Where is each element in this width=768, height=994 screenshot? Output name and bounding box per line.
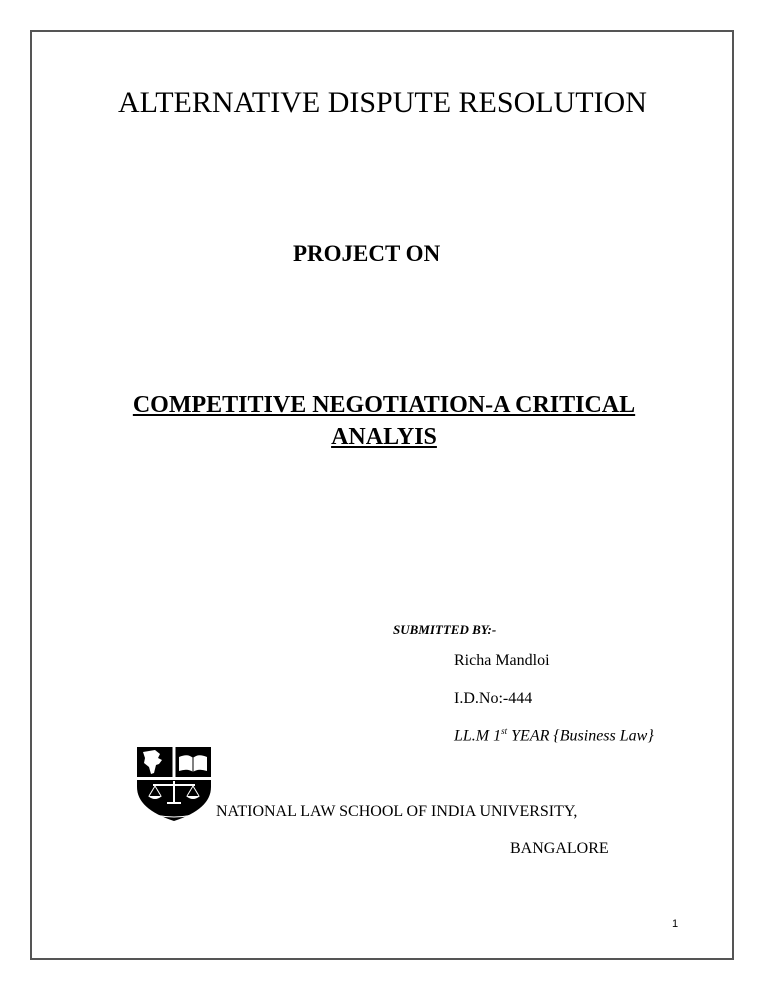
course-info <box>454 726 654 745</box>
university-city: BANGALORE <box>510 840 609 857</box>
submitted-by-label: SUBMITTED BY:- <box>393 622 497 637</box>
project-topic-line-2: ANALYIS <box>331 424 437 450</box>
student-id: I.D.No:-444 <box>454 690 533 707</box>
page-number: 1 <box>672 918 679 930</box>
nlsiu-emblem-icon <box>133 743 215 823</box>
course-suffix: YEAR {Business Law} <box>507 727 654 745</box>
project-topic-line-1: COMPETITIVE NEGOTIATION-A CRITICAL <box>132 392 636 418</box>
course-prefix: LL.M 1 <box>454 727 502 745</box>
course-superscript: st <box>501 726 508 736</box>
university-name: NATIONAL LAW SCHOOL OF INDIA UNIVERSITY, <box>216 803 578 820</box>
project-label: PROJECT ON <box>293 241 441 266</box>
student-name: Richa Mandloi <box>454 652 550 669</box>
course-title: ALTERNATIVE DISPUTE RESOLUTION <box>118 86 647 119</box>
